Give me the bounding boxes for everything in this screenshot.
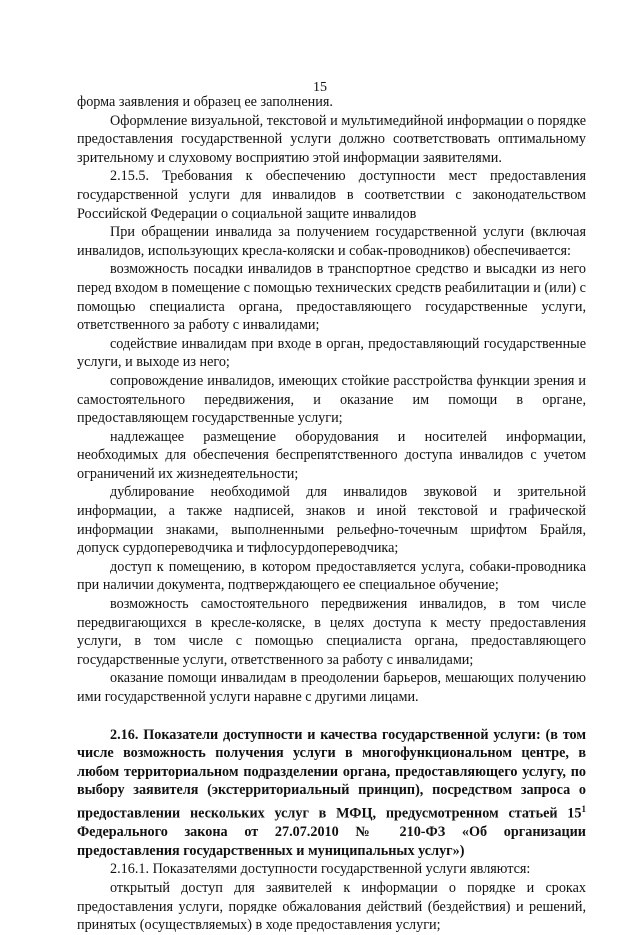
paragraph-2-15-5: 2.15.5. Требования к обеспечению доступности мест предоставления государственной услуги для инвалидов в соответствии с законодательством Российской Федерации о социальной защите инвалидов: [77, 168, 586, 222]
list-item-wheelchair: возможность самостоятельного передвижения инвалидов, в том числе передвигающихся в кресле-коляске, в целях доступа к месту предоставления услуги, в том числе с помощью специалиста органа, предоставляющего государственные услуги, ответственного за работу с инвалидами;: [77, 596, 586, 668]
page-number: 15: [313, 80, 327, 95]
paragraph-visual-info: Оформление визуальной, текстовой и мультимедийной информации о порядке предоставления государственной услуги должно соответствовать оптимальному зрительному и слуховому восприятию этой информации заявителями.: [77, 112, 586, 166]
list-item-open-access: открытый доступ для заявителей к информации о порядке и сроках предоставления услуги, порядке обжалования действий (бездействия) и решений, принятых (осуществляемых) в ходе предоставления услуги;: [77, 880, 586, 934]
list-item-entry-assist: содействие инвалидам при входе в орган, предоставляющий государственные услуги, и выходе из него;: [77, 335, 586, 371]
list-item-equipment: надлежащее размещение оборудования и носителей информации, необходимых для обеспечения беспрепятственного доступа инвалидов с учетом ограничений их жизнедеятельности;: [77, 428, 586, 482]
heading-main-text: 2.16. Показатели доступности и качества государственной услуги: (в том числе возможность получения услуги в многофункциональном центре, в любом территориальном подразделении органа, предоставляющего услугу, по выбору заявителя (экстерриториальный принцип), посредством запроса о предоставлении нескольких услуг в МФЦ, предусмотренном статьей 15: [77, 726, 586, 822]
list-item-transport: возможность посадки инвалидов в транспортное средство и высадки из него перед входом в помещение с помощью технических средств реабилитации и (или) с помощью специалиста органа, предоставляющего государственные услуги, ответственного за работу с инвалидами;: [77, 261, 586, 334]
heading-superscript: 1: [581, 803, 586, 814]
heading-tail-text: Федерального закона от 27.07.2010 № 210-ФЗ «Об организации предоставления государственных и муниципальных услуг»): [77, 824, 586, 859]
list-item-barriers: оказание помощи инвалидам в преодолении барьеров, мешающих получению ими государственной услуги наравне с другими лицами.: [77, 670, 586, 705]
paragraph-disabled-intro: При обращении инвалида за получением государственной услуги (включая инвалидов, использующих кресла-коляски и собак-проводников) обеспечивается:: [77, 224, 586, 259]
section-heading-2-16: [77, 726, 586, 861]
paragraph-form-sample: форма заявления и образец ее заполнения.: [77, 94, 333, 110]
page-body: [77, 93, 586, 935]
list-item-duplication: дублирование необходимой для инвалидов звуковой и зрительной информации, а также надписей, знаков и иной текстовой и графической информации знаками, выполненными рельефно-точечным шрифтом Брайля, допуск сурдопереводчика и тифлосурдопереводчика;: [77, 484, 586, 557]
section-gap: [77, 707, 586, 726]
paragraph-2-16-1: 2.16.1. Показателями доступности государственной услуги являются:: [110, 861, 531, 878]
list-item-escort: сопровождение инвалидов, имеющих стойкие расстройства функции зрения и самостоятельного передвижения, и оказание им помощи в органе, предоставляющем государственные услуги;: [77, 372, 586, 427]
list-item-guide-dog: доступ к помещению, в котором предоставляется услуга, собаки-проводника при наличии документа, подтверждающего ее специальное обучение;: [77, 558, 586, 594]
